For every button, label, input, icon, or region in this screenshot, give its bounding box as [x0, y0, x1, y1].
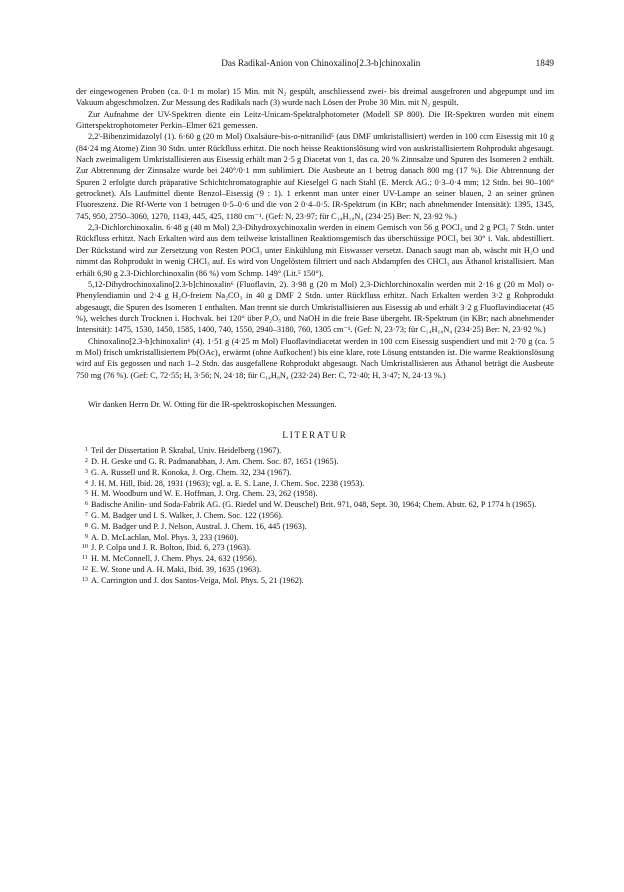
- reference-text: Badische Anilin- und Soda-Fabrik AG. (G. Riedel und W. Deuschel) Brit. 971, 048, Sept. 30, 1964; Chem. Abstr. 62, P 1774 h (1965).: [91, 500, 537, 510]
- reference-item: [76, 576, 554, 587]
- reference-number: 9: [84, 532, 88, 540]
- journal-page: [76, 58, 554, 587]
- reference-number: 4: [84, 478, 88, 486]
- reference-item: [76, 543, 554, 554]
- reference-text: A. Carrington und J. dos Santos-Veiga, Mol. Phys. 5, 21 (1962).: [91, 575, 304, 585]
- article-body: [76, 86, 554, 381]
- page-number: 1849: [535, 58, 554, 68]
- paragraph: 5,12-Dihydrochinoxalino[2.3-b]chinoxalin⁶ (Fluoflavin, 2). 3·98 g (20 m Mol) 2,3-Dichlorchinoxalin werden mit 2·16 g (20 m Mol) o-Phenylendiamin und 2·4 g H₂O-freiem Na₂CO₃ in 40 g DMF 2 Stdn. unter Rückfluss erhitzt. Nach Erkalten werden 3·2 g Rohprodukt abgesaugt, die Spuren des Isomeren 1 enthalten. Man trennt sie durch Umkristallisieren aus Eisessig ab und erhält 3·2 g Fluoflavindiacetat (45 %), welches durch Trocknen i. Hochvak. bei 120° über P₂O₅ und NaOH in die freie Base übergeht. IR-Spektrum (in KBr; nach abnehmender Intensität): 1475, 1530, 1450, 1585, 1400, 740, 1550, 2940–3180, 760, 1305 cm⁻¹. (Gef: N, 23·73; für C₁₄H₁₀N₄ (234·25) Ber: N, 23·92 %.): [76, 279, 554, 335]
- reference-text: G. A. Russell und R. Konoka, J. Org. Chem. 32, 234 (1967).: [91, 467, 292, 477]
- reference-item: [76, 446, 554, 457]
- page-header: [76, 58, 554, 68]
- running-title: Das Radikal-Anion von Chinoxalino[2.3-b]chinoxalin: [221, 58, 421, 68]
- reference-item: [76, 554, 554, 565]
- acknowledgement: Wir danken Herrn Dr. W. Otting für die IR-spektroskopischen Messungen.: [88, 399, 337, 409]
- paragraph: 2,3-Dichlorchinoxalin. 6·48 g (40 m Mol) 2,3-Dihydroxychinoxalin werden in einem Gemisch von 56 g POCl₃ und 2 g PCl₅ 7 Stdn. unter Rückfluss erhitzt. Nach Erkalten wird aus dem teilweise kristallinen Reaktionsgemisch das überschüssige POCl₃ bei 30° i. Vak. abdestilliert. Der Rückstand wird zur Zersetzung von Resten POCl₃ unter Eiskühlung mit Eiswasser versetzt. Danach saugt man ab, wäscht mit H₂O und nimmt das Rohprodukt in wenig CHCl₃ auf. Es wird von Ungelöstem filtriert und nach Abdampfen des CHCl₃ aus Äthanol kristallisiert. Man erhält 6,90 g 2.3-Dichlorchinoxalin (86 %) vom Schmp. 149° (Lit.⁵ 150°).: [76, 223, 554, 278]
- reference-item: [76, 457, 554, 468]
- reference-item: [76, 468, 554, 479]
- reference-text: H. M. McConnell, J. Chem. Phys. 24, 632 (1956).: [91, 554, 257, 564]
- reference-number: 10: [81, 543, 88, 551]
- reference-text: G. M. Badger und I. S. Walker, J. Chem. Soc. 122 (1956).: [91, 511, 283, 521]
- reference-number: 1: [84, 446, 88, 454]
- reference-item: [76, 500, 554, 511]
- reference-number: 5: [84, 489, 88, 497]
- paragraph: Zur Aufnahme der UV-Spektren diente ein Leitz-Unicam-Spektralphotometer (Modell SP 800). Die IR-Spektren wurden mit einem Gitterspektrophotometer Perkin–Elmer 621 gemessen.: [76, 109, 554, 131]
- paragraph: 2,2'-Bibenzimidazolyl (1). 6·60 g (20 m Mol) Oxalsäure-bis-o-nitranilid⁵ (aus DMF umkristallisiert) werden in 100 ccm Eisessig mit 10 g (84·24 mg Atome) Zinn 30 Stdn. unter Rückfluss erhitzt. Die noch heisse Reaktionslösung wird von auskristallisiertem Rohprodukt abgesaugt. Nach zweimaligem Umkristallisieren aus Eisessig erhält man 2·5 g Diacetat von 1, das ca. 20 % Zinnsalze und Spuren des Isomeren 2 enthält. Zur Abtrennung der Zinnsalze wurde bei 240°/0·1 mm sublimiert. Die Ausbeute an 1 betrug danach 800 mg (17 %). Die Abtrennung der Spuren 2 erfolgte durch präparative Schichtchromatographie auf Kieselgel G nach Stahl (E. Merck AG.; 0·3–0·4 mm; 12 Stdn. bei 90–100° getrocknet). Als Laufmittel diente Benzol–Eisessig (9 : 1). 1 erkennt man unter einer UV-Lampe an seiner blauen, 2 an seiner grünen Fluoreszenz. Die Rf-Werte von 1 betrugen 0·5–0·6 und die von 2 0·4–0·5. IR-Spektrum (in KBr; nach abnehmender Intensität): 1395, 1345, 745, 950, 2750–3060, 1270, 1143, 445, 425, 1180 cm⁻¹. (Gef: N, 23·97; für C₁₄H₁₀N₄ (234·25) Ber: N, 23·92 %.): [76, 132, 554, 221]
- reference-number: 8: [84, 521, 88, 529]
- reference-text: A. D. McLachlan, Mol. Phys. 3, 233 (1960).: [91, 532, 239, 542]
- reference-number: 3: [84, 467, 88, 475]
- reference-number: 6: [84, 500, 88, 508]
- reference-item: [76, 522, 554, 533]
- reference-item: [76, 511, 554, 522]
- reference-text: J. H. M. Hill, Ibid. 28, 1931 (1963); vgl. a. E. S. Lane, J. Chem. Soc. 2238 (1953).: [91, 478, 365, 488]
- reference-list: [76, 446, 554, 586]
- reference-number: 2: [84, 457, 88, 465]
- reference-text: E. W. Stone und A. H. Maki, Ibid. 39, 1635 (1963).: [91, 565, 262, 575]
- reference-number: 13: [81, 575, 88, 583]
- paragraph: Chinoxalino[2.3-b]chinoxalin⁶ (4). 1·51 g (4·25 m Mol) Fluoflavindiacetat werden in 100 ccm Eisessig suspendiert und mit 2·70 g (ca. 5 m Mol) frisch umkristallisiertem Pb(OAc)₄ erwärmt (ohne Aufkochen!) bis eine klare, rote Lösung entstanden ist. Die warme Reaktionslösung wird auf Eis gegossen und nach 1–2 Stdn. das ausgefallene Rohprodukt abgesaugt. Nach Umkristallisieren aus Äthanol beträgt die Ausbeute 750 mg (76 %). (Gef: C, 72·55; H, 3·56; N, 24·18; für C₁₄H₈N₄ (232·24) Ber: C, 72·40; H, 3·47; N, 24·13 %.): [76, 336, 554, 380]
- reference-text: G. M. Badger und P. J. Nelson, Austral. J. Chem. 16, 445 (1963).: [91, 521, 307, 531]
- reference-item: [76, 565, 554, 576]
- reference-text: Teil der Dissertation P. Skrabal, Univ. Heidelberg (1967).: [91, 446, 282, 456]
- reference-number: 12: [81, 565, 88, 573]
- reference-text: H. M. Woodburn und W. E. Hoffman, J. Org. Chem. 23, 262 (1958).: [91, 489, 318, 499]
- reference-item: [76, 533, 554, 544]
- reference-text: J. P. Colpa und J. R. Bolton, Ibid. 6, 273 (1963).: [91, 543, 251, 553]
- reference-text: D. H. Geske und G. R. Padmanabhan, J. Am. Chem. Soc. 87, 1651 (1965).: [91, 457, 339, 467]
- reference-number: 11: [82, 554, 88, 562]
- paragraph: der eingewogenen Proben (ca. 0·1 m molar) 15 Min. mit N₂ gespült, anschliessend zwei- bis dreimal ausgefroren und abgepumpt und im Vakuum abgeschmolzen. Zur Messung des Radikals nach (3) wurde nach Lösen der Probe 30 Min. mit N₂ gespült.: [76, 87, 554, 108]
- reference-number: 7: [84, 511, 88, 519]
- literature-heading: LITERATUR: [282, 430, 348, 441]
- reference-item: [76, 489, 554, 500]
- reference-item: [76, 479, 554, 490]
